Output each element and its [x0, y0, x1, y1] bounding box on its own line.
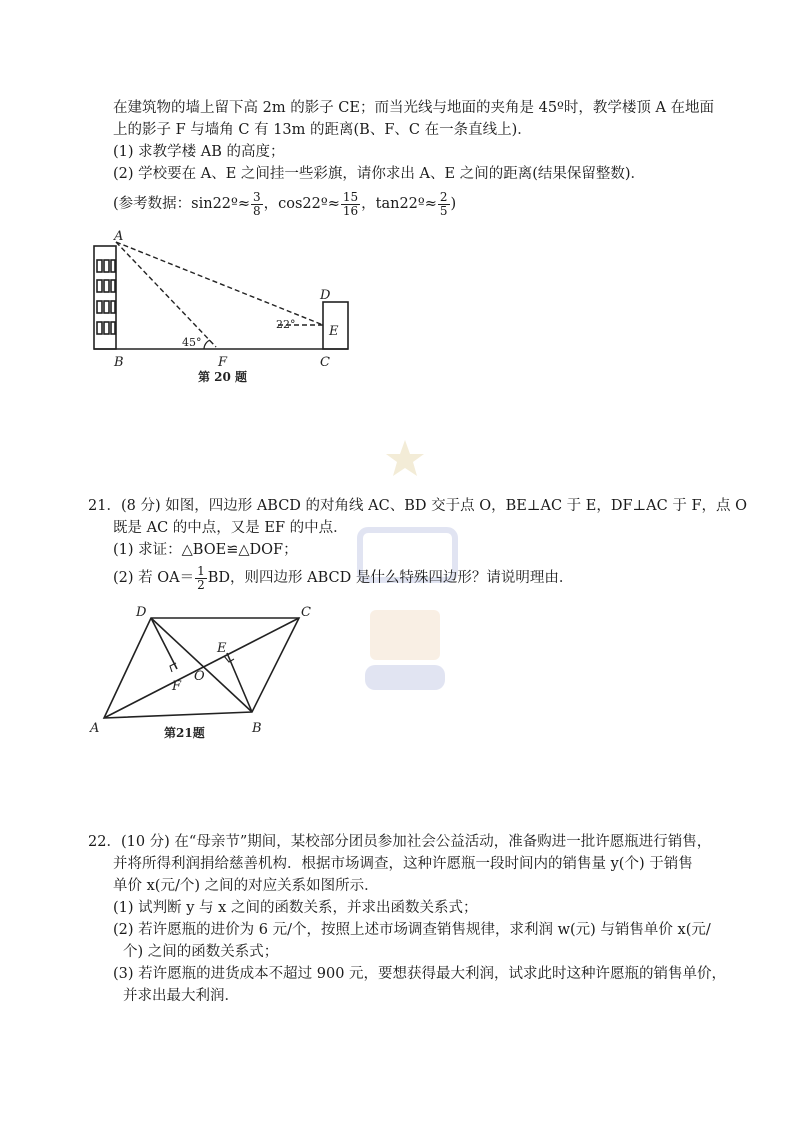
figure-21: [84, 600, 324, 745]
tan-fraction: $\frac{2}{5}$: [439, 189, 448, 218]
q21-text-line1: 21．(8 分) 如图，四边形 ABCD 的对角线 AC、BD 交于点 O，BE⊥AC 于 E，DF⊥AC 于 F，点 O: [88, 498, 748, 514]
label-d: D: [320, 288, 331, 303]
q20-text-line1: 在建筑物的墙上留下高 2m 的影子 CE；而当光线与地面的夹角是 45º时，教学楼顶 A 在地面: [113, 100, 715, 116]
half-fraction: $\frac{1}{2}$: [197, 563, 205, 592]
q20-part1: (1) 求教学楼 AB 的高度；: [113, 144, 285, 160]
q22-text-line2: 并将所得利润捐给慈善机构．根据市场调查，这种许愿瓶一段时间内的销售量 y(个) 于销售: [113, 856, 693, 872]
figure-21-caption: 第21题: [164, 726, 205, 740]
segment-be: [227, 653, 252, 712]
ref-suffix: ): [450, 196, 457, 212]
angle-45-label: 45°: [182, 336, 202, 349]
q22-text-line1: 22．(10 分) 在“母亲节”期间，某校部分团员参加社会公益活动，准备购进一批许愿瓶进行销售，: [88, 834, 712, 850]
label-e: E: [217, 641, 227, 656]
label-d: D: [136, 605, 147, 620]
q22-part2-line2: 个) 之间的函数关系式；: [123, 944, 279, 960]
q22-part1: (1) 试判断 y 与 x 之间的函数关系，并求出函数关系式；: [113, 900, 478, 916]
q20-part2: (2) 学校要在 A、E 之间挂一些彩旗，请你求出 A、E 之间的距离(结果保留整数)．: [113, 166, 646, 182]
q22-text-line3: 单价 x(元/个) 之间的对应关系如图所示．: [113, 878, 379, 894]
q20-text-line2: 上的影子 F 与墙角 C 有 13m 的距离(B、F、C 在一条直线上)．: [113, 122, 532, 138]
label-a: A: [90, 721, 100, 736]
q21-part1: (1) 求证：△BOE≌△DOF；: [113, 542, 298, 558]
label-e: E: [329, 324, 339, 339]
label-o: O: [194, 669, 205, 684]
label-f: F: [172, 679, 182, 694]
q21-part2: (2) 若 OA＝ $\frac{1}{2}$ BD，则四边形 ABCD 是什么特殊四边形？请说明理由．: [113, 563, 574, 592]
cos-fraction: $\frac{15}{16}$: [342, 189, 359, 218]
q22-part2-line1: (2) 若许愿瓶的进价为 6 元/个，按照上述市场调查销售规律，求利润 w(元) 与销售单价 x(元/: [113, 922, 711, 938]
diagonal-bd: [151, 618, 252, 712]
label-a: A: [114, 229, 124, 244]
label-c: C: [320, 355, 330, 370]
cos-label: ，cos22º≈: [263, 196, 340, 212]
segment-df: [151, 618, 177, 669]
figure-20-caption: 第 20 题: [198, 370, 248, 384]
label-b: B: [114, 355, 124, 370]
q22-part3-line2: 并求出最大利润．: [123, 988, 239, 1004]
angle-22-label: 22°: [276, 318, 296, 331]
label-f: F: [218, 355, 228, 370]
q20-reference-data: [113, 190, 456, 218]
figure-20: [80, 228, 380, 388]
label-c: C: [301, 605, 311, 620]
label-b: B: [252, 721, 262, 736]
q21-text-line2: 既是 AC 的中点，又是 EF 的中点．: [113, 520, 348, 536]
sin-fraction: $\frac{3}{8}$: [253, 189, 261, 218]
ray-a-f: [116, 242, 216, 347]
tan-label: ，tan22º≈: [361, 196, 437, 212]
q22-part3-line1: (3) 若许愿瓶的进货成本不超过 900 元，要想获得最大利润，试求此时这种许愿瓶的销售单价，: [113, 966, 727, 982]
ref-prefix: (参考数据：sin22º≈: [113, 196, 250, 212]
diagonal-ac: [104, 618, 299, 718]
ray-a-e: [116, 242, 323, 325]
